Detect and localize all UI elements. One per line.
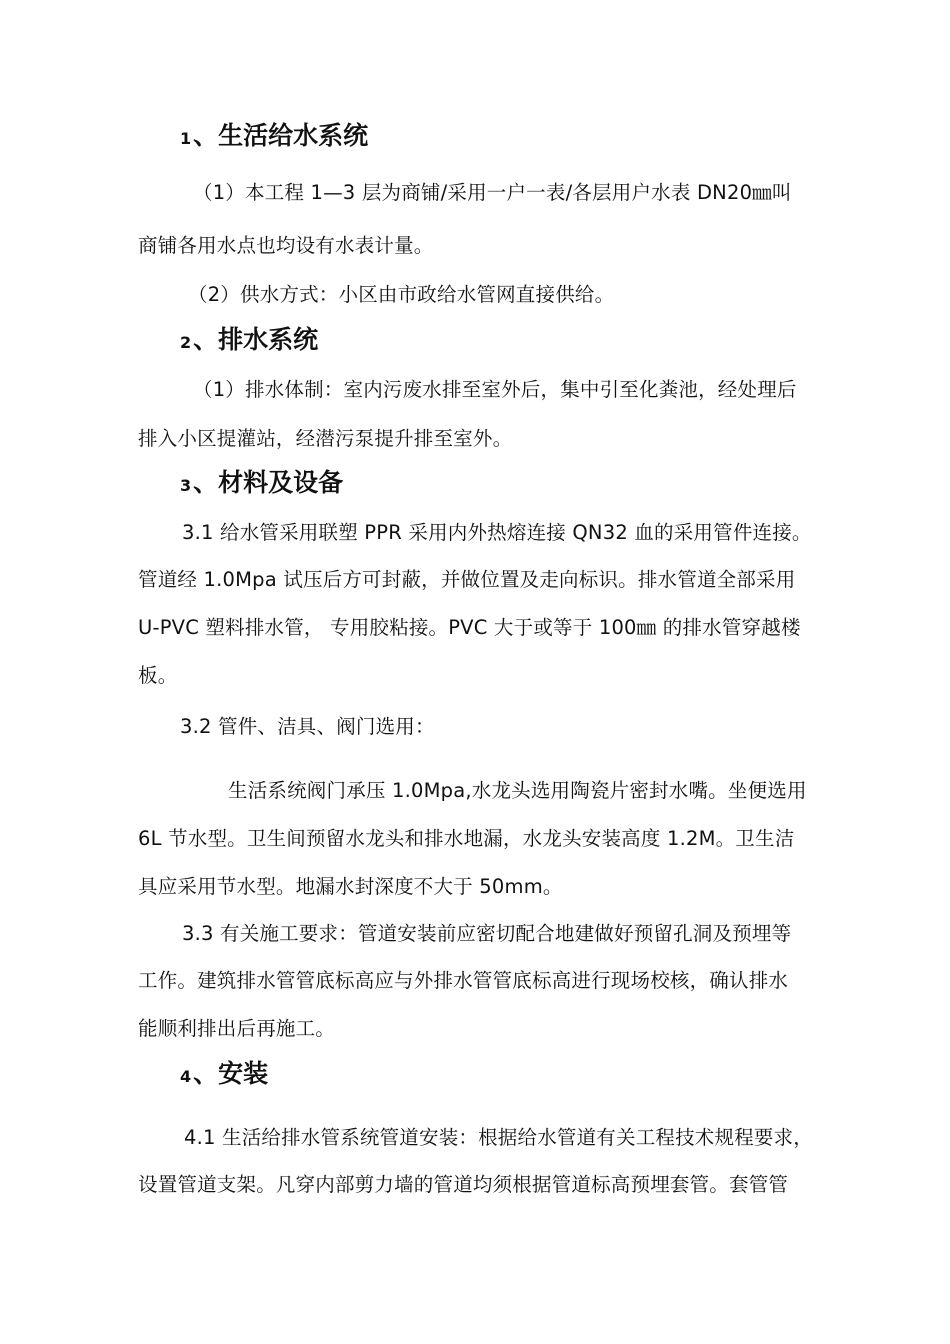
section-heading-4 (180, 1058, 268, 1093)
paragraph-line: 管道经 1.0Mpa 试压后方可封蔽，并做位置及走向标识。排水管道全部采用 (138, 568, 796, 591)
section-number: 3 (180, 476, 192, 495)
paragraph-line: 生活系统阀门承压 1.0Mpa,水龙头选用陶瓷片密封水嘴。坐便选用 (228, 779, 807, 802)
paragraph-line: 3.1 给水管采用联塑 PPR 采用内外热熔连接 QN32 血的采用管件连接。 (182, 521, 812, 544)
paragraph-line: 3.3 有关施工要求：管道安装前应密切配合地建做好预留孔洞及预埋等 (182, 922, 792, 945)
paragraph-line: 能顺利排出后再施工。 (138, 1017, 336, 1040)
paragraph-line: （2）供水方式：小区由市政给水管网直接供给。 (188, 283, 615, 306)
section-heading-1 (180, 120, 368, 155)
section-number: 2 (180, 333, 192, 352)
paragraph-line: U-PVC 塑料排水管， 专用胶粘接。PVC 大于或等于 100㎜ 的排水管穿越楼 (138, 616, 801, 639)
section-title: 、材料及设备 (193, 468, 344, 497)
paragraph-line: （1）排水体制：室内污废水排至室外后，集中引至化粪池，经处理后 (193, 378, 797, 401)
paragraph-line: 板。 (138, 664, 178, 687)
paragraph-line: 排入小区提灌站，经潜污泵提升排至室外。 (138, 427, 513, 450)
section-number: 4 (180, 1067, 192, 1086)
paragraph-line: 具应采用节水型。地漏水封深度不大于 50mm。 (138, 875, 563, 898)
section-number: 1 (180, 129, 192, 148)
paragraph-line: 3.2 管件、洁具、阀门选用： (180, 715, 435, 738)
section-heading-2 (180, 324, 318, 359)
section-title: 、生活给水系统 (193, 121, 369, 150)
section-heading-3 (180, 467, 343, 502)
paragraph-line: （1）本工程 1—3 层为商铺/采用一户一表/各层用户水表 DN20㎜叫 (193, 181, 792, 204)
paragraph-line: 工作。建筑排水管管底标高应与外排水管管底标高进行现场校核，确认排水 (138, 969, 789, 992)
paragraph-line: 设置管道支架。凡穿内部剪力墙的管道均须根据管道标高预埋套管。套管管 (138, 1173, 789, 1196)
section-title: 、排水系统 (193, 325, 319, 354)
section-title: 、安装 (193, 1059, 269, 1088)
paragraph-line: 6L 节水型。卫生间预留水龙头和排水地漏，水龙头安装高度 1.2M。卫生洁 (138, 827, 795, 850)
paragraph-line: 商铺各用水点也均设有水表计量。 (138, 234, 434, 257)
paragraph-line: 4.1 生活给排水管系统管道安装：根据给水管道有关工程技术规程要求， (184, 1126, 814, 1149)
